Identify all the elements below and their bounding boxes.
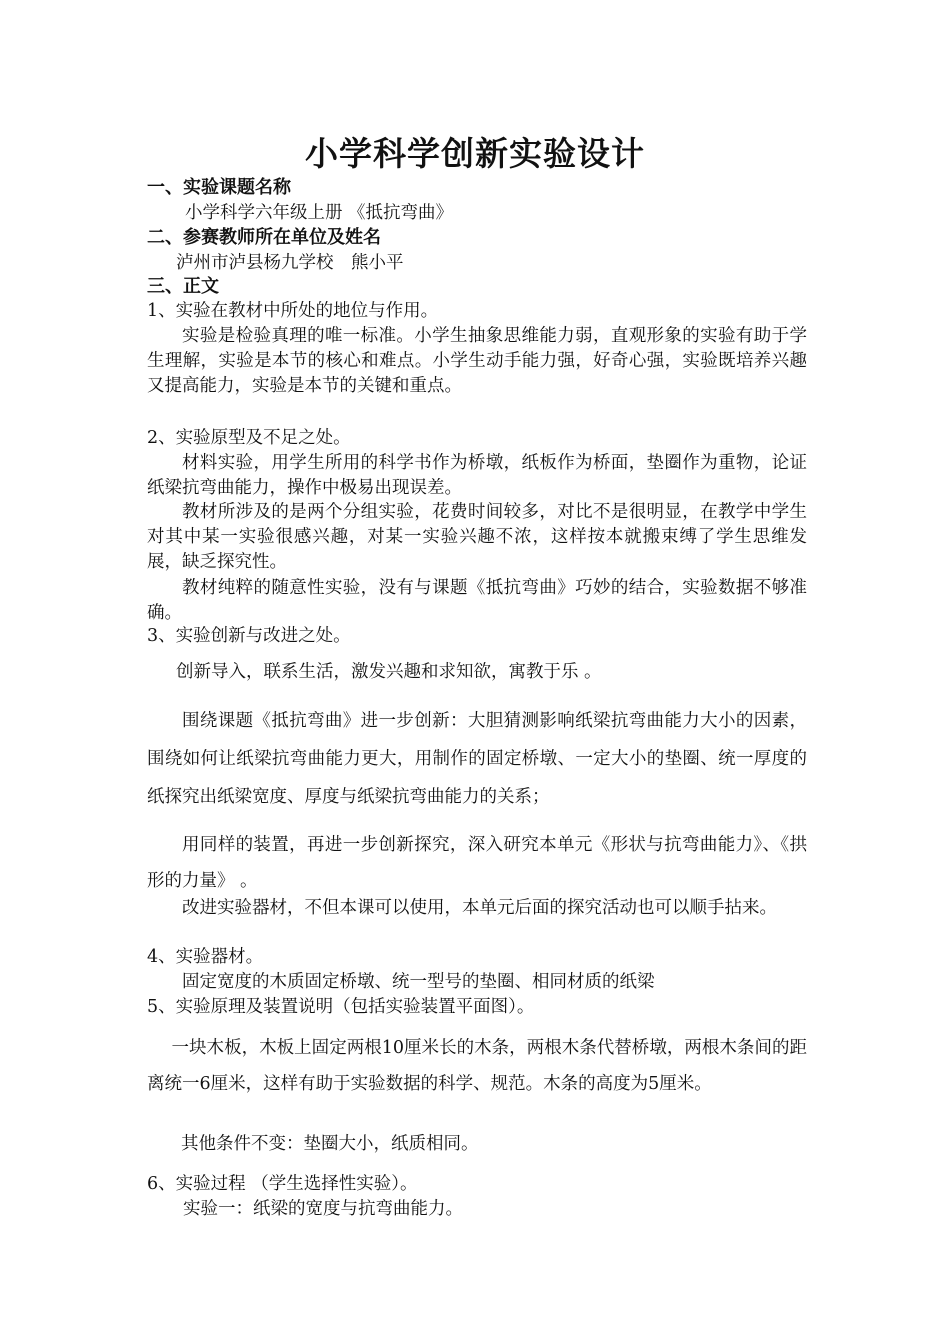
- paragraph-4: 固定宽度的木质固定桥墩、统一型号的垫圈、相同材质的纸梁: [182, 972, 655, 992]
- paragraph-3d: 改进实验器材，不但本课可以使用，本单元后面的探究活动也可以顺手拈来。: [182, 898, 777, 918]
- item-heading-6: 6、实验过程 （学生选择性实验）。: [147, 1174, 418, 1194]
- item-heading-3: 3、实验创新与改进之处。: [147, 626, 351, 646]
- paragraph-3a: 创新导入，联系生活，激发兴趣和求知欲，寓教于乐 。: [176, 662, 602, 682]
- section-text-1: 小学科学六年级上册 《抵抗弯曲》: [185, 203, 454, 223]
- paragraph-2b: 教材所涉及的是两个分组实验，花费时间较多，对比不是很明显，在教学中学生对其中某一实验很感兴趣，对某一实验兴趣不浓，这样按本就搬束缚了学生思维发展，缺乏探究性。: [147, 502, 807, 572]
- page-title: 小学科学创新实验设计: [305, 134, 645, 173]
- paragraph-2c: 教材纯粹的随意性实验，没有与课题《抵抗弯曲》巧妙的结合，实验数据不够准确。: [147, 578, 807, 623]
- item-heading-2: 2、实验原型及不足之处。: [147, 428, 351, 448]
- section-heading-2: 二、参赛教师所在单位及姓名: [147, 227, 381, 248]
- paragraph-1: 实验是检验真理的唯一标准。小学生抽象思维能力弱，直观形象的实验有助于学生理解，实验是本节的核心和难点。小学生动手能力强，好奇心强，实验既培养兴趣又提高能力，实验是本节的关键和重点。: [147, 326, 807, 396]
- item-heading-1: 1、实验在教材中所处的地位与作用。: [147, 301, 439, 321]
- paragraph-3c: 用同样的装置，再进一步创新探究，深入研究本单元《形状与抗弯曲能力》、《拱形的力量》 。: [147, 835, 807, 891]
- section-heading-1: 一、实验课题名称: [147, 177, 291, 198]
- paragraph-6: 实验一：纸梁的宽度与抗弯曲能力。: [183, 1199, 463, 1219]
- section-heading-3: 三、正文: [147, 276, 219, 297]
- paragraph-5a: 一块木板，木板上固定两根10厘米长的木条，两根木条代替桥墩，两根木条间的距离统一6厘米，这样有助于实验数据的科学、规范。木条的高度为5厘米。: [147, 1038, 807, 1094]
- paragraph-5b: 其他条件不变：垫圈大小，纸质相同。: [181, 1134, 479, 1154]
- paragraph-3b: 围绕课题《抵抗弯曲》进一步创新：大胆猜测影响纸梁抗弯曲能力大小的因素，围绕如何让纸梁抗弯曲能力更大，用制作的固定桥墩、一定大小的垫圈、统一厚度的纸探究出纸梁宽度、厚度与纸梁抗弯曲能力的关系；: [147, 711, 807, 807]
- item-heading-4: 4、实验器材。: [147, 947, 264, 967]
- item-heading-5: 5、实验原理及装置说明（包括实验装置平面图）。: [147, 997, 535, 1017]
- section-text-2: 泸州市泸县杨九学校 熊小平: [176, 253, 404, 273]
- paragraph-2a: 材料实验，用学生所用的科学书作为桥墩，纸板作为桥面，垫圈作为重物，论证纸梁抗弯曲能力，操作中极易出现误差。: [147, 453, 807, 498]
